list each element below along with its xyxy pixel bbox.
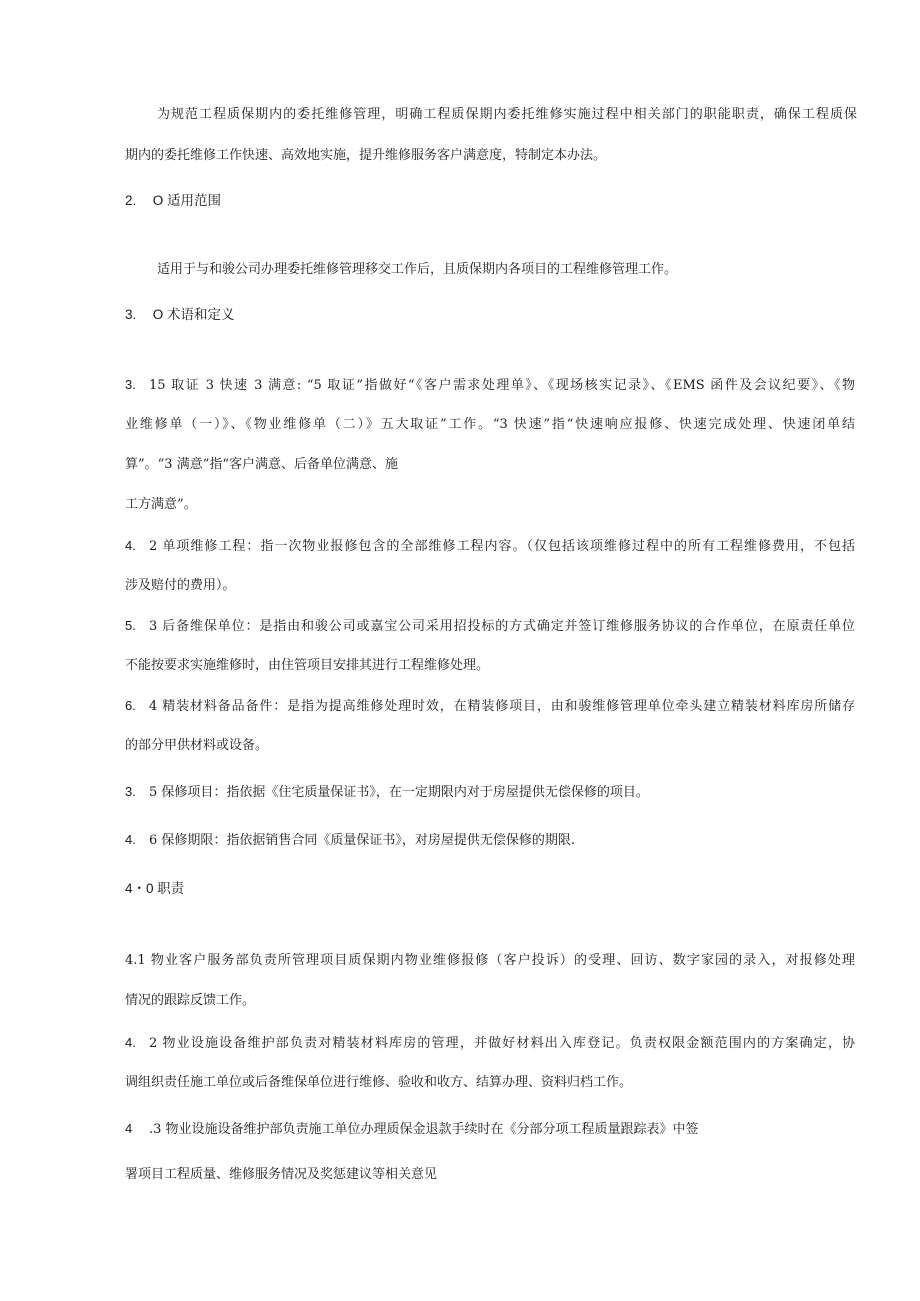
definition-item-6-number: 4. (125, 832, 136, 847)
definition-item-1-line-3: 算”。“3 满意”指“客户满意、后备单位满意、施 (125, 457, 398, 472)
duty-item-3-text: .3 物业设施设备维护部负责施工单位办理质保金退款手续时在《分部分项工程质量跟踪表》中签 (149, 1122, 699, 1137)
definition-item-2-number: 4. (125, 538, 136, 553)
definition-item-4-number: 6. (125, 698, 136, 713)
section-3-heading (125, 306, 855, 324)
section-2-title: O 适用范围 (152, 193, 222, 208)
duty-item-3-line-1 (125, 1120, 855, 1139)
definition-item-4-line-1 (125, 697, 855, 716)
section-3-number: 3. (125, 307, 137, 322)
definition-item-5-line-1 (125, 783, 855, 802)
definition-item-3-number: 5. (125, 618, 136, 633)
section-2-body: 适用于与和骏公司办理委托维修管理移交工作后，且质保期内各项目的工程维修管理工作。 (157, 262, 678, 277)
definition-item-6-text: 6 保修期限：指依据销售合同《质量保证书》，对房屋提供无偿保修的期限. (149, 833, 576, 848)
duty-item-2-number: 4. (125, 1035, 136, 1050)
duty-item-2-text: 2 物业设施设备维护部负责对精装材料库房的管理，并做好材料出入库登记。负责权限金额范围内的方案确定，协 (149, 1036, 855, 1051)
duty-item-3-number: 4 (125, 1121, 133, 1136)
definition-item-2-line-2: 涉及赔付的费用）。 (125, 578, 236, 593)
definition-item-1-line-4: 工方满意”。 (125, 497, 197, 512)
definition-item-4-text: 4 精装材料备品备件：是指为提高维修处理时效，在精装修项目，由和骏维修管理单位牵头建立精装材料库房所储存 (149, 699, 855, 714)
definition-item-1-text: 15 取证 3 快速 3 满意: “5 取证”指做好“《客户需求处理单》、《现场核实记录》、《EMS 函件及会议纪要》、《物 (149, 378, 855, 393)
definition-item-5-number: 3. (125, 784, 136, 799)
duty-item-1-line-1: 4.1 物业客户服务部负责所管理项目质保期内物业维修报修（客户投诉）的受理、回访、数字家园的录入，对报修处理 (125, 953, 855, 968)
definition-item-1-line-1 (125, 376, 855, 395)
intro-paragraph-line-1: 为规范工程质保期内的委托维修管理，明确工程质保期内委托维修实施过程中相关部门的职能职责，确保工程质保 (157, 107, 857, 122)
duty-item-3-line-2: 署项目工程质量、维修服务情况及奖惩建议等相关意见 (125, 1167, 438, 1182)
section-2-number: 2. (125, 193, 137, 208)
intro-paragraph-line-2: 期内的委托维修工作快速、高效地实施，提升维修服务客户满意度，特制定本办法。 (125, 148, 607, 163)
section-2-heading (125, 192, 855, 210)
definition-item-1-number: 3. (125, 377, 136, 392)
duty-item-2-line-1 (125, 1034, 855, 1053)
section-4-heading: 4・0 职责 (125, 881, 185, 896)
definition-item-3-text: 3 后备维保单位：是指由和骏公司或嘉宝公司采用招投标的方式确定并签订维修服务协议的合作单位，在原责任单位 (149, 619, 855, 634)
section-3-title: O 术语和定义 (152, 307, 235, 322)
duty-item-2-line-2: 调组织责任施工单位或后备维保单位进行维修、验收和收方、结算办理、资料归档工作。 (125, 1075, 633, 1090)
definition-item-4-line-2: 的部分甲供材料或设备。 (125, 738, 269, 753)
definition-item-2-text: 2 单项维修工程：指一次物业报修包含的全部维修工程内容。（仅包括该项维修过程中的所有工程维修费用，不包括 (149, 539, 855, 554)
duty-item-1-line-2: 情况的跟踪反馈工作。 (125, 993, 256, 1008)
definition-item-3-line-2: 不能按要求实施维修时，由住管项目安排其进行工程维修处理。 (125, 658, 490, 673)
definition-item-5-text: 5 保修项目：指依据《住宅质量保证书》，在一定期限内对于房屋提供无偿保修的项目。 (149, 785, 649, 800)
definition-item-6-line-1 (125, 831, 855, 850)
definition-item-3-line-1 (125, 617, 855, 636)
definition-item-2-line-1 (125, 537, 855, 556)
definition-item-1-line-2: 业维修单（一）》、《物业维修单（二）》五大取证”工作。“3 快速”指“快速响应报修、快速完成处理、快速闭单结 (125, 417, 855, 432)
